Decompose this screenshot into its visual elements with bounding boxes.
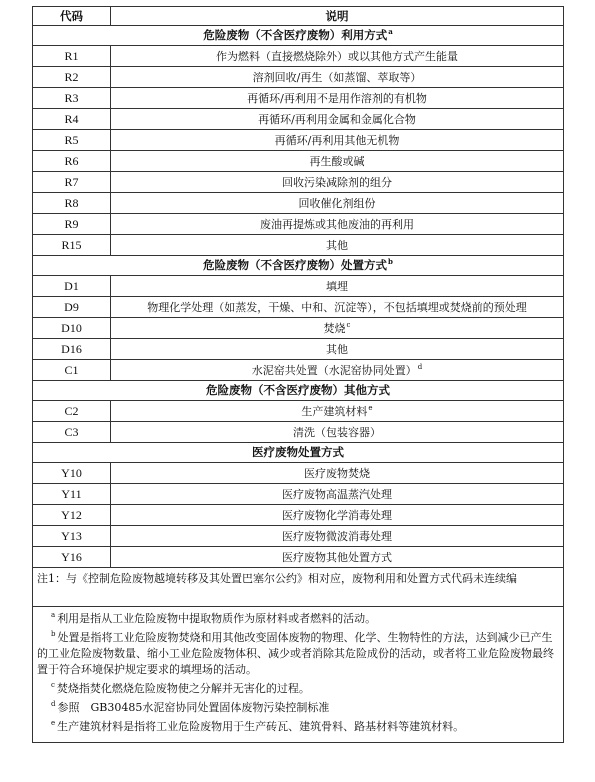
footnotes-row xyxy=(33,607,564,743)
table-row xyxy=(33,360,564,381)
table-row xyxy=(33,276,564,297)
table-row xyxy=(33,463,564,484)
table-row xyxy=(33,172,564,193)
section-title xyxy=(33,381,564,401)
row-description xyxy=(111,526,564,547)
row-description-text: 作为燃料（直接燃烧除外）或以其他方式产生能量 xyxy=(216,49,458,63)
table-row xyxy=(33,46,564,67)
row-description-text: 医疗废物其他处置方式 xyxy=(282,550,392,564)
footnote-marker: d xyxy=(417,362,423,371)
row-code: Y16 xyxy=(33,547,111,568)
row-description-text: 溶剂回收/再生（如蒸馏、萃取等） xyxy=(252,70,422,84)
row-code: D10 xyxy=(33,318,111,339)
row-code: R6 xyxy=(33,151,111,172)
row-description xyxy=(111,88,564,109)
disposal-code-table xyxy=(32,6,564,743)
row-description xyxy=(111,360,564,381)
row-description-text: 填埋 xyxy=(326,279,348,293)
row-description xyxy=(111,318,564,339)
section-title xyxy=(33,256,564,276)
footnote-text: 处置是指将工业危险废物焚烧和用其他改变固体废物的物理、化学、生物特性的方法，达到减少已产生的工业危险废物数量、缩小工业危险废物体积、减少或者消除其危险成份的活动，或者将工业危险废物最终置于符合环境保护规定要求的填埋场的活动。 xyxy=(37,631,554,676)
row-description xyxy=(111,130,564,151)
row-description-text: 医疗废物化学消毒处理 xyxy=(282,508,392,522)
row-description xyxy=(111,214,564,235)
row-description-text: 回收催化剂组份 xyxy=(298,196,376,210)
row-description xyxy=(111,109,564,130)
row-code: R2 xyxy=(33,67,111,88)
table-row xyxy=(33,547,564,568)
row-description-text: 废油再提炼或其他废油的再利用 xyxy=(260,217,414,231)
row-description xyxy=(111,151,564,172)
table-row xyxy=(33,526,564,547)
row-description xyxy=(111,193,564,214)
footnote-marker: a xyxy=(51,611,56,620)
table-row xyxy=(33,339,564,360)
table-row xyxy=(33,130,564,151)
footnote-marker: c xyxy=(51,681,55,690)
section-title-text: 危险废物（不含医疗废物）利用方式 xyxy=(203,28,388,42)
row-description xyxy=(111,401,564,422)
row-description-text: 再循环/再利用不是用作溶剂的有机物 xyxy=(247,91,427,105)
footnotes xyxy=(33,607,564,743)
row-code: R1 xyxy=(33,46,111,67)
row-description xyxy=(111,297,564,318)
footnote-text: 生产建筑材料是指将工业危险废物用于生产砖瓦、建筑骨料、路基材料等建筑材料。 xyxy=(57,720,465,733)
row-code: D9 xyxy=(33,297,111,318)
section-title-text: 医疗废物处置方式 xyxy=(252,445,344,459)
row-code: Y13 xyxy=(33,526,111,547)
row-description-text: 焚烧 xyxy=(323,321,346,335)
row-description-text: 医疗废物高温蒸汽处理 xyxy=(282,487,392,501)
footnote xyxy=(37,700,559,716)
row-description-text: 回收污染减除剂的组分 xyxy=(282,175,392,189)
footnote-marker: e xyxy=(51,719,56,728)
table-row xyxy=(33,67,564,88)
row-description xyxy=(111,422,564,443)
row-code: R15 xyxy=(33,235,111,256)
footnote-marker: d xyxy=(51,700,56,709)
row-code: R3 xyxy=(33,88,111,109)
row-code: C2 xyxy=(33,401,111,422)
row-description xyxy=(111,463,564,484)
footnote xyxy=(37,611,559,627)
table-header-row xyxy=(33,7,564,26)
row-code: Y10 xyxy=(33,463,111,484)
table-row xyxy=(33,484,564,505)
section-header-row xyxy=(33,26,564,46)
row-description-text: 再生酸或碱 xyxy=(309,154,365,168)
table-row xyxy=(33,109,564,130)
section-title xyxy=(33,26,564,46)
row-description xyxy=(111,276,564,297)
row-description xyxy=(111,505,564,526)
row-code: R8 xyxy=(33,193,111,214)
footnote-text: 参照 GB30485水泥窑协同处置固体废物污染控制标准 xyxy=(57,701,330,714)
table-row xyxy=(33,151,564,172)
table-row xyxy=(33,318,564,339)
section-header-row xyxy=(33,381,564,401)
row-description-text: 医疗废物微波消毒处理 xyxy=(282,529,392,543)
section-title-text: 危险废物（不含医疗废物）处置方式 xyxy=(203,258,388,272)
row-code: R9 xyxy=(33,214,111,235)
table-row xyxy=(33,193,564,214)
row-code: D16 xyxy=(33,339,111,360)
table-row xyxy=(33,235,564,256)
row-description-text: 再循环/再利用金属和金属化合物 xyxy=(258,112,416,126)
table-row xyxy=(33,297,564,318)
footnote xyxy=(37,719,559,735)
row-description-text: 物理化学处理（如蒸发，干燥、中和、沉淀等），不包括填埋或焚烧前的预处理 xyxy=(147,300,527,314)
note-row xyxy=(33,568,564,607)
row-description-text: 其他 xyxy=(326,238,348,252)
section-title-text: 危险废物（不含医疗废物）其他方式 xyxy=(206,383,390,397)
row-description-text: 再循环/再利用其他无机物 xyxy=(274,133,400,147)
row-code: R4 xyxy=(33,109,111,130)
row-description-text: 水泥窑共处置（水泥窑协同处置） xyxy=(251,363,417,377)
footnote-marker: e xyxy=(368,403,373,412)
header-desc: 说明 xyxy=(111,7,564,26)
row-code: C3 xyxy=(33,422,111,443)
table-row xyxy=(33,505,564,526)
row-code: Y11 xyxy=(33,484,111,505)
row-description-text: 其他 xyxy=(326,342,348,356)
row-description xyxy=(111,172,564,193)
footnote-marker: b xyxy=(388,257,393,267)
row-code: D1 xyxy=(33,276,111,297)
table-row xyxy=(33,422,564,443)
footnote-marker: a xyxy=(388,27,393,37)
row-description-text: 生产建筑材料 xyxy=(301,404,368,418)
row-description xyxy=(111,484,564,505)
footnote-text: 焚烧指焚化燃烧危险废物使之分解并无害化的过程。 xyxy=(56,682,310,695)
row-code: Y12 xyxy=(33,505,111,526)
row-code: R5 xyxy=(33,130,111,151)
table-row xyxy=(33,88,564,109)
section-title xyxy=(33,443,564,463)
note-1: 注1：与《控制危险废物越境转移及其处置巴塞尔公约》相对应，废物利用和处置方式代码未连续编 xyxy=(33,568,564,607)
row-description-text: 医疗废物焚烧 xyxy=(304,466,370,480)
row-description xyxy=(111,67,564,88)
row-code: R7 xyxy=(33,172,111,193)
row-code: C1 xyxy=(33,360,111,381)
footnote xyxy=(37,681,559,697)
section-header-row xyxy=(33,443,564,463)
footnote-marker: c xyxy=(346,320,351,329)
header-code: 代码 xyxy=(33,7,111,26)
row-description xyxy=(111,46,564,67)
row-description xyxy=(111,235,564,256)
table-row xyxy=(33,214,564,235)
footnote xyxy=(37,630,559,678)
footnote-marker: b xyxy=(51,630,56,639)
row-description-text: 清洗（包装容器） xyxy=(293,425,381,439)
row-description xyxy=(111,547,564,568)
section-header-row xyxy=(33,256,564,276)
table-row xyxy=(33,401,564,422)
footnote-text: 利用是指从工业危险废物中提取物质作为原材料或者燃料的活动。 xyxy=(57,612,377,625)
row-description xyxy=(111,339,564,360)
